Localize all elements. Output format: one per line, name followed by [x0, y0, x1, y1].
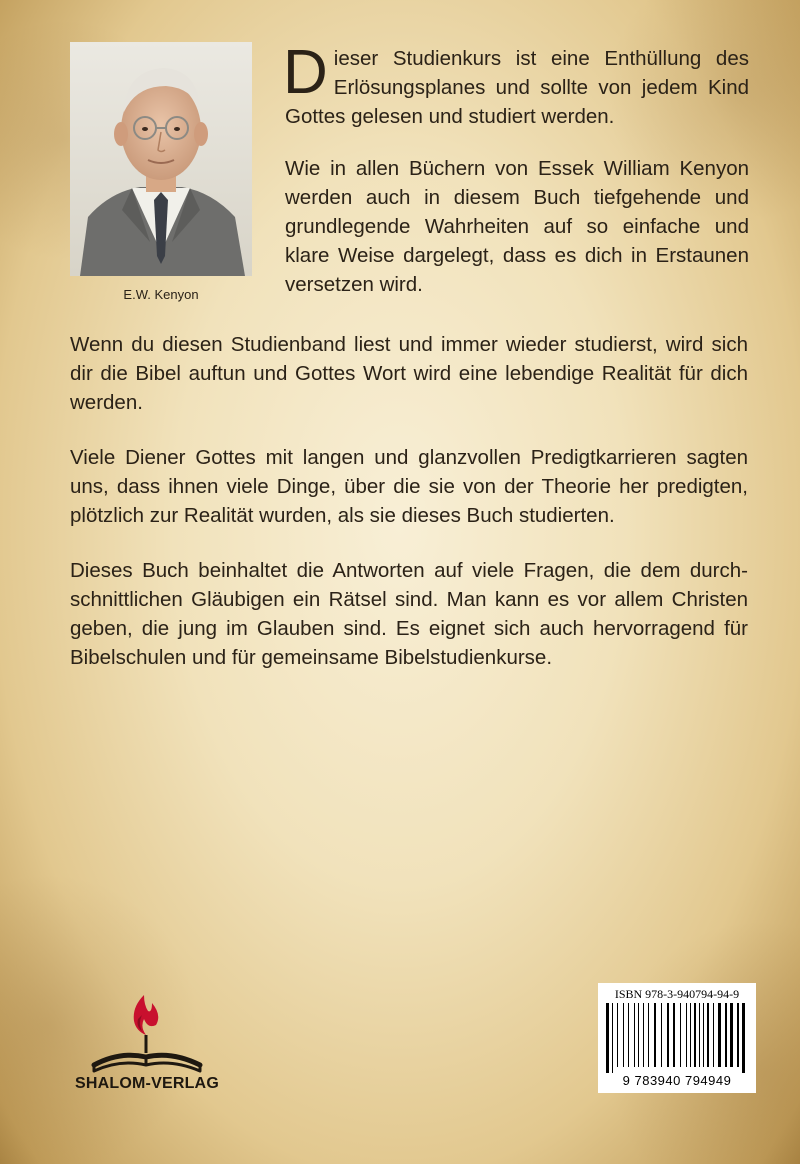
flame-over-open-book-icon	[72, 985, 222, 1085]
isbn-barcode	[598, 983, 756, 1093]
barcode-bar	[628, 1003, 629, 1067]
isbn-label: ISBN 978-3-940794-94-9	[614, 987, 740, 1001]
barcode-bar	[699, 1003, 700, 1067]
barcode-bar	[707, 1003, 709, 1067]
barcode-bar	[694, 1003, 696, 1067]
drop-cap: D	[283, 38, 328, 107]
author-photo	[70, 42, 252, 276]
barcode-bar	[654, 1003, 656, 1067]
intro-paragraph-text: ieser Studienkurs ist eine Enthüllung des Erlösungsplanes und sollte von jedem Kind Gottes gelesen und studiert werden.	[285, 47, 749, 128]
barcode-bar	[742, 1003, 745, 1073]
answers-paragraph: Dieses Buch beinhaltet die Antworten auf viele Fragen, die dem durchschnittlichen Gläubigen ein Rätsel sind. Man kann es vor allem Christen geben, die jung im Glauben sind. Es eignet sich auch hervorragend für Bibelschulen und für gemeinsame Bibelstudienkurse.	[70, 559, 748, 669]
barcode-bar	[725, 1003, 727, 1067]
barcode-bar	[661, 1003, 662, 1067]
kenyon-books-paragraph: Wie in allen Büchern von Essek William Kenyon werden auch in diesem Buch tiefgehende und grundlegende Wahrheiten auf so einfache und klare Weise dargelegt, dass es dich in Erstaunen versetzen wird.	[285, 157, 749, 296]
barcode-bar	[703, 1003, 704, 1067]
preachers-testimony-paragraph: Viele Diener Gottes mit langen und glanzvollen Predigtkarrieren sagten uns, dass ihnen viele Dinge, über die sie von der Theorie her predigten, plötzlich zur Realität wurden, als sie dieses Buch studierten.	[70, 446, 748, 527]
barcode-bar	[680, 1003, 681, 1067]
barcode-bar	[638, 1003, 639, 1067]
barcode-bar	[718, 1003, 721, 1067]
study-volume-paragraph: Wenn du diesen Studienband liest und immer wieder studierst, wird sich dir die Bibel auftun und Gottes Wort wird eine lebendige Realität für dich werden.	[70, 333, 748, 414]
barcode-bar	[713, 1003, 714, 1067]
barcode-digits: 9 783940 794949	[622, 1073, 732, 1088]
barcode-bar	[690, 1003, 691, 1067]
intro-paragraph	[283, 38, 749, 131]
barcode-bar	[643, 1003, 644, 1067]
barcode-bar	[673, 1003, 675, 1067]
barcode-bar	[634, 1003, 635, 1067]
barcode-bar	[737, 1003, 739, 1067]
barcode-bar	[606, 1003, 609, 1073]
barcode-bars	[604, 1003, 750, 1073]
barcode-bar	[648, 1003, 649, 1067]
barcode-bar	[730, 1003, 733, 1067]
author-photo-caption: E.W. Kenyon	[123, 287, 199, 302]
barcode-bar	[617, 1003, 618, 1067]
barcode-bar	[667, 1003, 669, 1067]
barcode-bar	[686, 1003, 687, 1067]
barcode-bar	[612, 1003, 613, 1073]
publisher-name: SHALOM-VERLAG	[75, 1075, 219, 1092]
barcode-bar	[623, 1003, 624, 1067]
